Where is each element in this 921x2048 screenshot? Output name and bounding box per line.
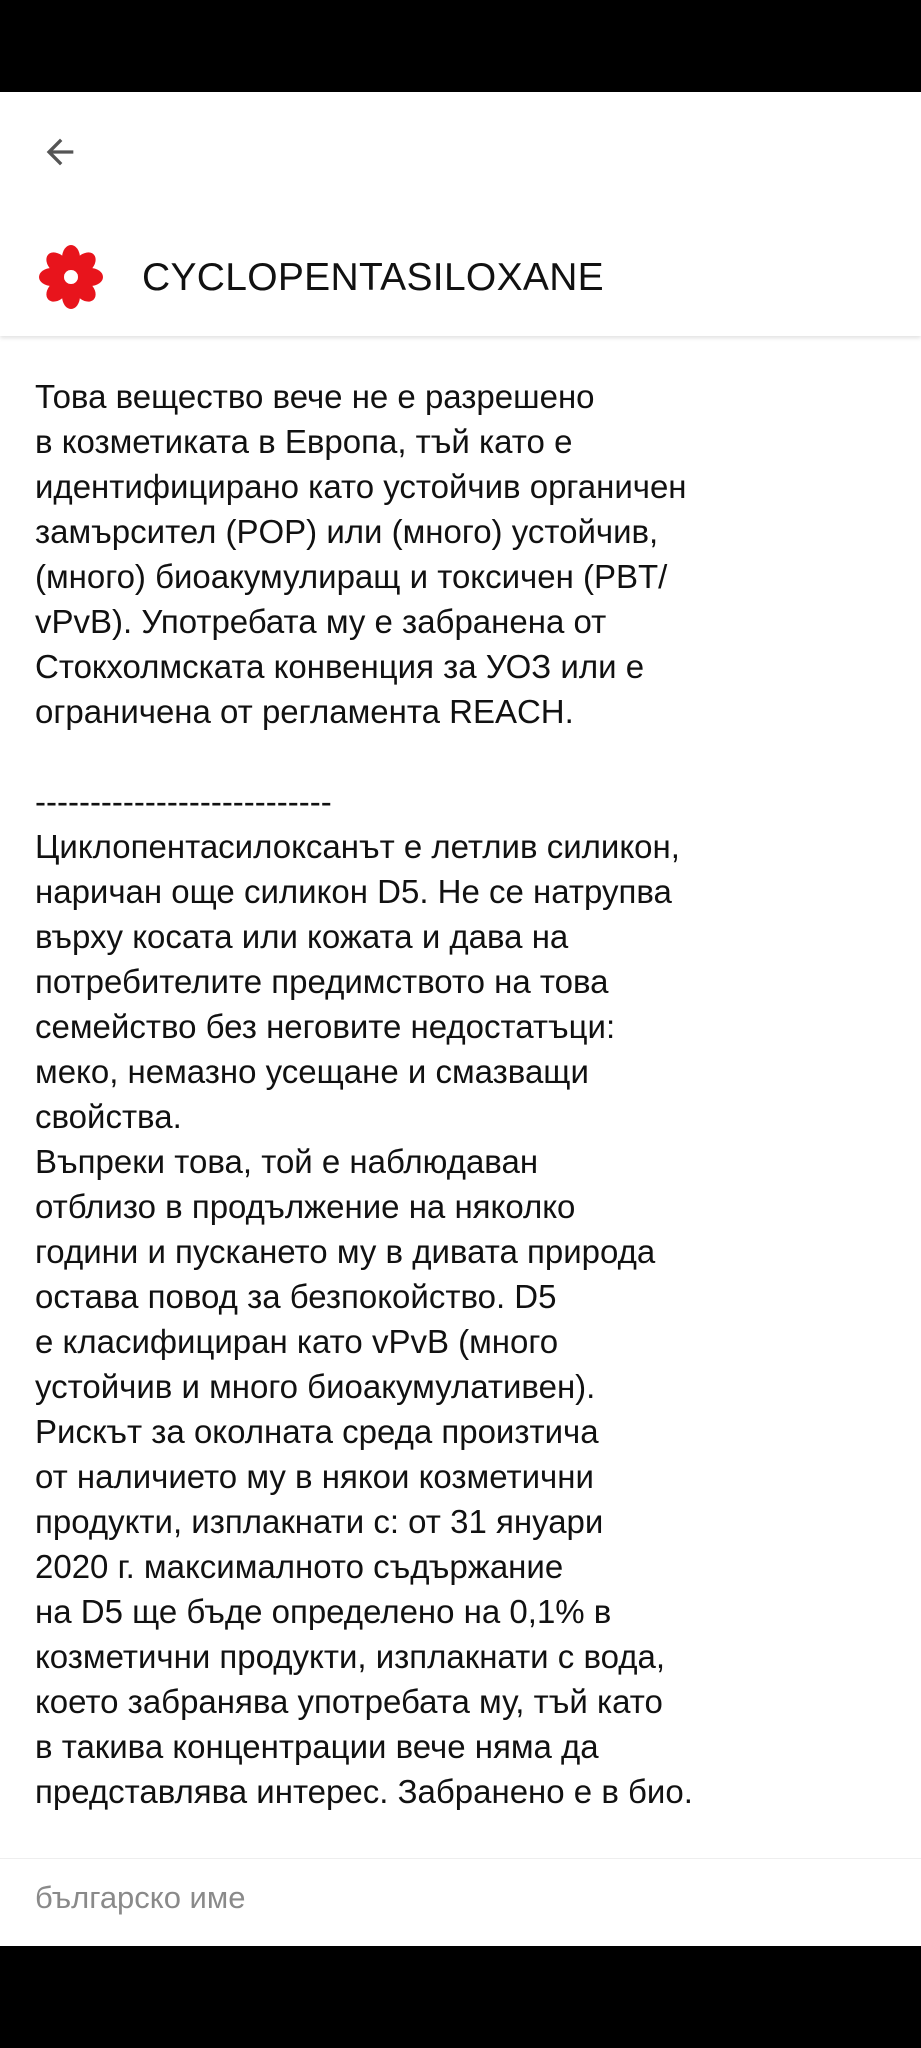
ingredient-description: Това вещество вече не е разрешено в козметиката в Европа, тъй като е идентифицирано като устойчив органичен замърсител (POP) или (много) устойчив, (много) биоакумулиращ и токсичен (PBT/ vPvB). Употребата му е забранена от Стокхолмската конвенция за УОЗ или е ограничена от регламента REACH. --------------------------- Циклопентасилоксанът е летлив силикон, наричан още силикон D5. Не се натрупва върху косата или кожата и дава на потребителите предимството на това семейство без неговите недостатъци: меко, немазно усещане и смазващи свойства. Въпреки това, той е наблюдаван отблизо в продължение на няколко години и пускането му в дивата природа остава повод за безпокойство. D5 е класифициран като vPvB (много устойчив и много биоакумулативен). Рискът за околната среда произтича от наличието му в някои козметични продукти, изплакнати с: от 31 януари 2020 г. максималното съдържание на D5 ще бъде определено на 0,1% в козметични продукти, изплакнати с вода, което забранява употребата му, тъй като в такива концентрации вече няма да представлява интерес. Забранено е в био. bbox=[35, 378, 693, 1810]
navigation-bar bbox=[0, 1946, 921, 2048]
page-title: CYCLOPENTASILOXANE bbox=[142, 256, 604, 299]
bulgarian-name-label: българско име bbox=[35, 1880, 246, 1915]
back-button[interactable] bbox=[30, 122, 90, 182]
red-flower-icon bbox=[36, 242, 106, 312]
arrow-left-icon bbox=[40, 132, 80, 172]
content-scroll-area[interactable] bbox=[0, 336, 921, 1860]
app-header bbox=[0, 92, 921, 336]
divider bbox=[0, 1858, 921, 1859]
status-bar bbox=[0, 0, 921, 92]
title-row bbox=[0, 232, 921, 322]
